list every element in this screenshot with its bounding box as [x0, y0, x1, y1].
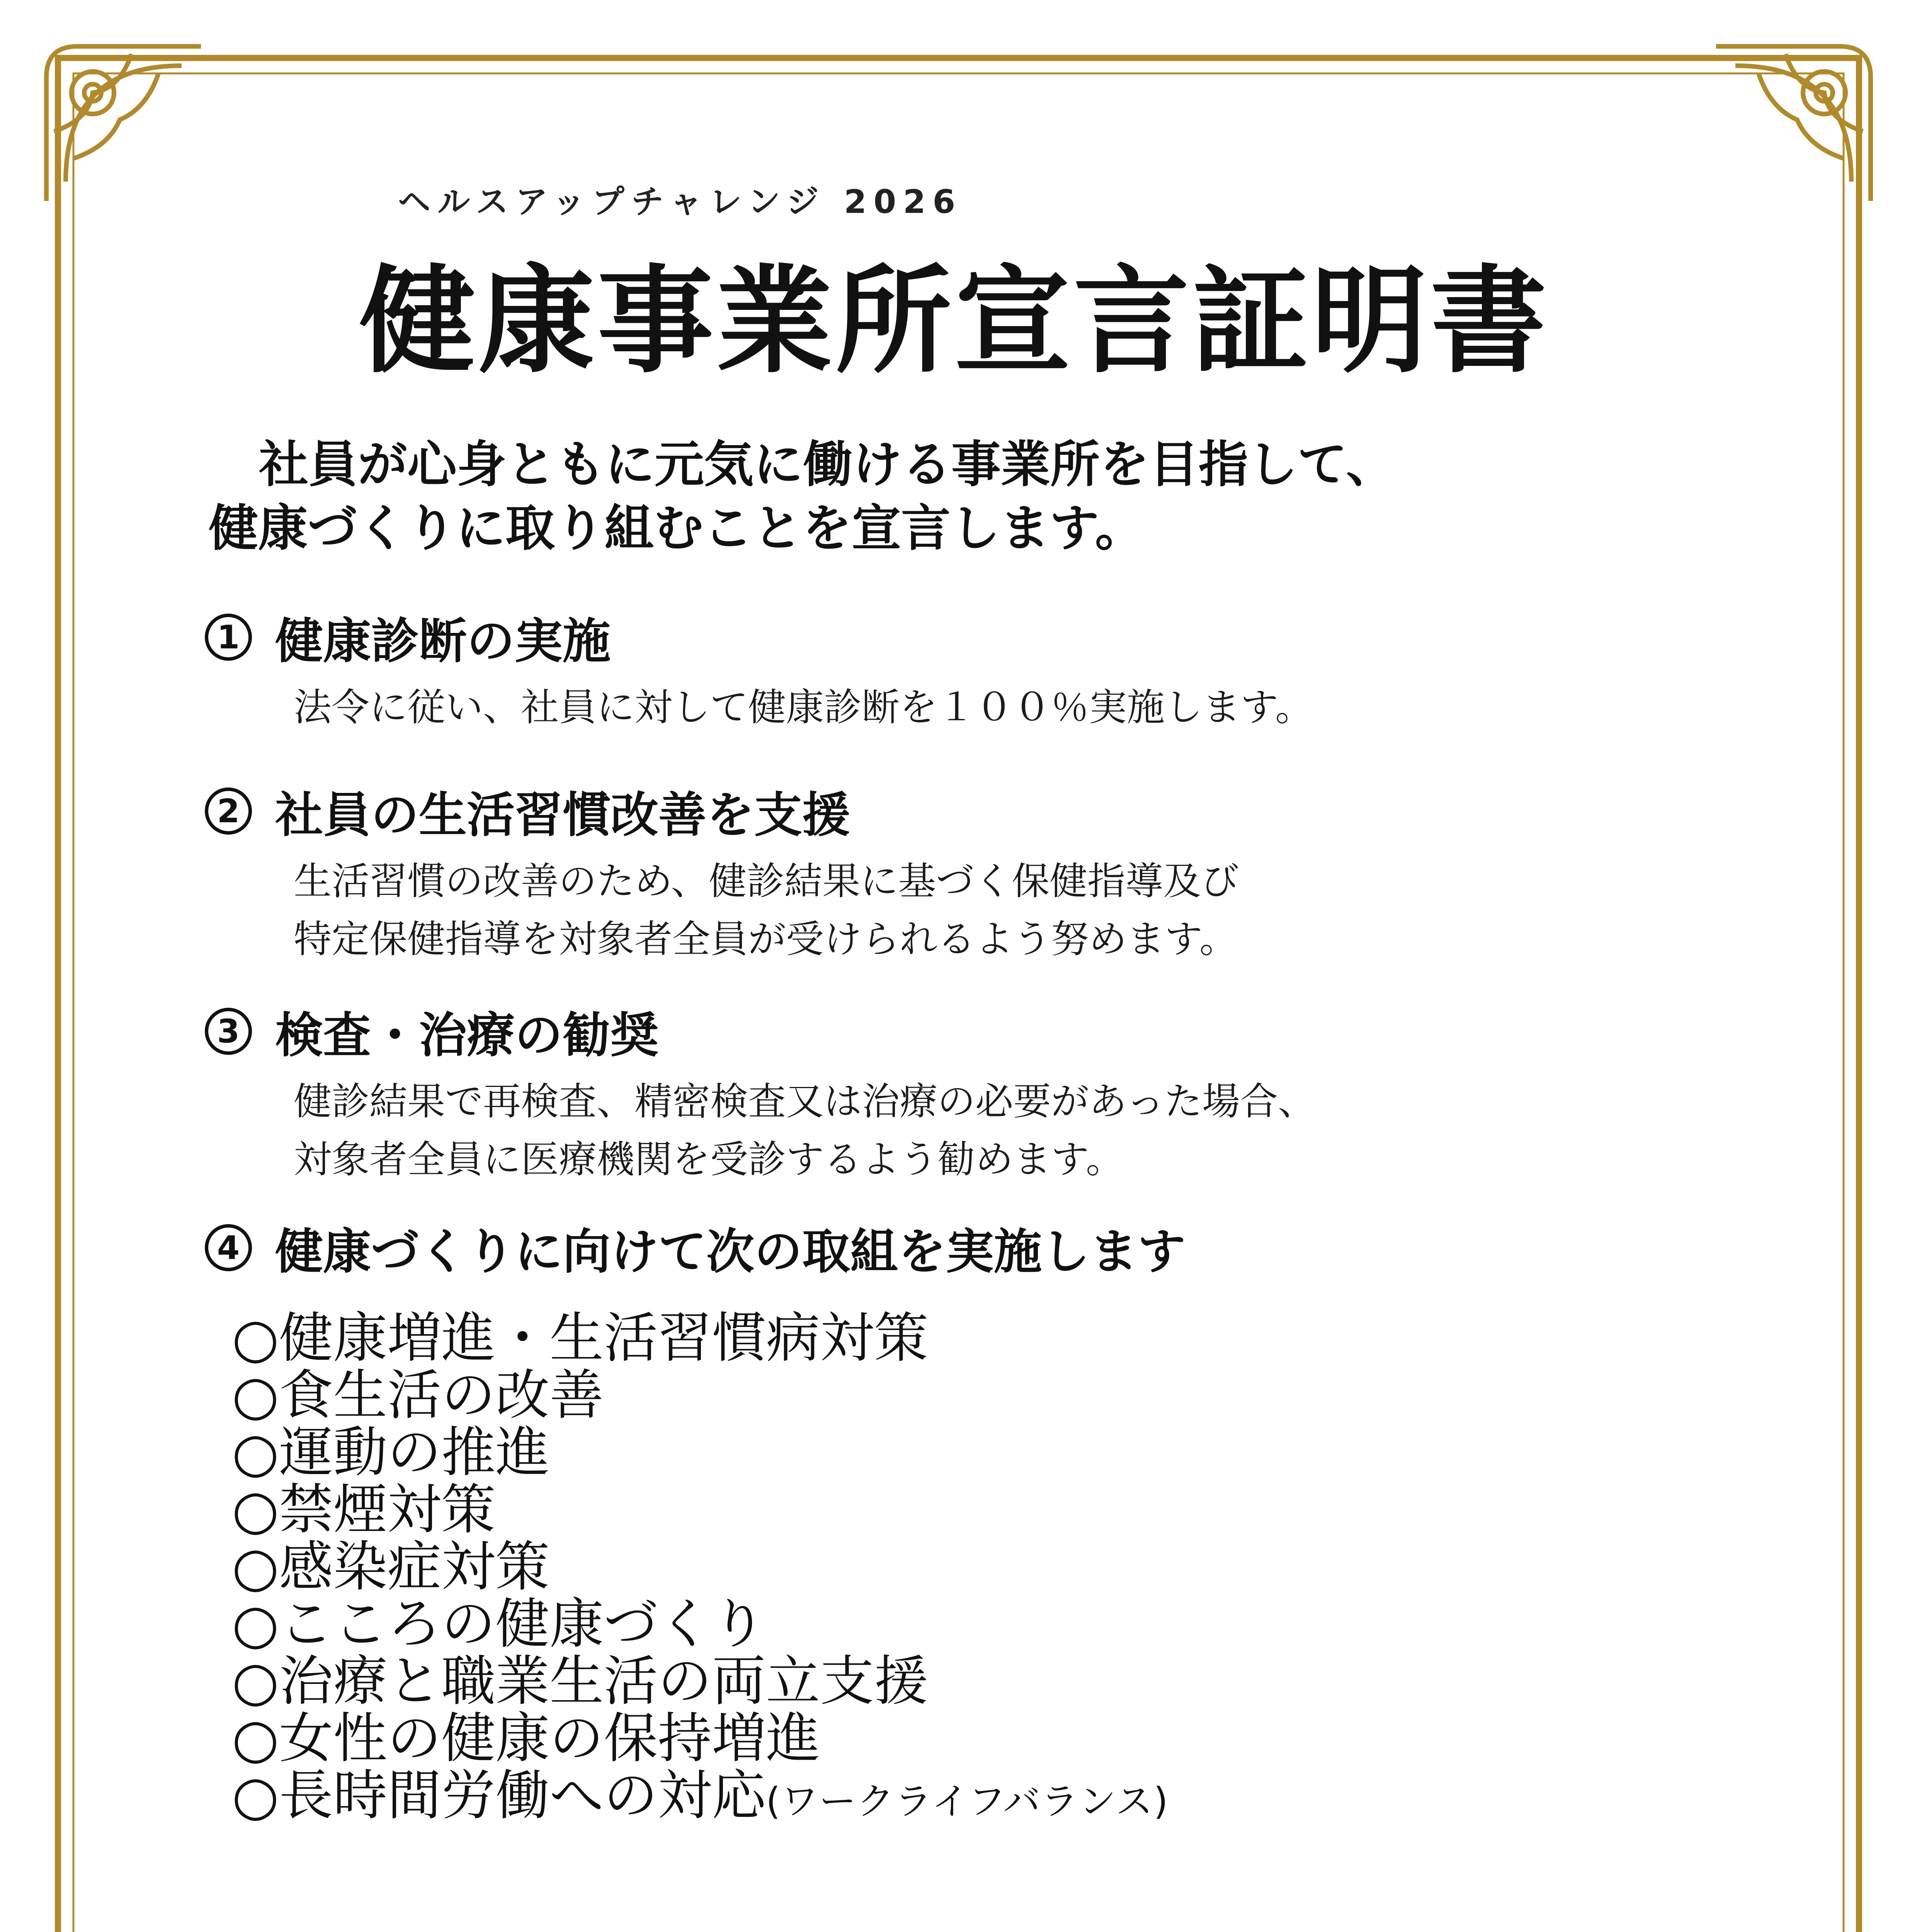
- section-title: 健康診断の実施: [275, 614, 611, 669]
- list-item: ○禁煙対策: [232, 1478, 496, 1541]
- intro-line-1: 社員が心身ともに元気に働ける事業所を目指して、: [259, 436, 1396, 493]
- list-item-text: ○長時間労働への対応: [232, 1764, 766, 1827]
- list-item-note: (ワークライフバランス): [766, 1780, 1169, 1823]
- list-item: ○女性の健康の保持増進: [232, 1707, 820, 1770]
- section-4: [205, 1213, 1712, 1282]
- section-1: [205, 603, 1712, 736]
- section-number: 3: [205, 1008, 252, 1055]
- section-number: 4: [205, 1224, 252, 1271]
- initiative-list: [232, 1307, 1169, 1830]
- section-body-line: 特定保健指導を対象者全員が受けられるよう努めます。: [294, 917, 1238, 961]
- list-item: [232, 1764, 1169, 1830]
- certificate-title: 健康事業所宣言証明書: [359, 252, 1550, 389]
- section-title: 社員の生活習慣改善を支援: [275, 787, 850, 843]
- program-subtitle: ヘルスアップチャレンジ 2026: [398, 183, 962, 221]
- list-item: ○運動の推進: [232, 1421, 550, 1484]
- section-title: 検査・治療の勧奨: [275, 1008, 659, 1063]
- section-body-line: 対象者全員に医療機関を受診するよう勧めます。: [294, 1138, 1124, 1182]
- section-body-line: 生活習慣の改善のため、健診結果に基づく保健指導及び: [294, 859, 1239, 903]
- list-item: ○こころの健康づくり: [232, 1593, 766, 1656]
- section-title: 健康づくりに向けて次の取組を実施します: [275, 1224, 1186, 1280]
- section-2: [205, 777, 1712, 968]
- section-body-line: 健診結果で再検査、精密検査又は治療の必要があった場合、: [294, 1080, 1316, 1124]
- intro-line-2: 健康づくりに取り組むことを宣言します。: [209, 500, 1145, 557]
- list-item: ○食生活の改善: [232, 1364, 604, 1427]
- section-number: 1: [205, 614, 252, 661]
- declaration-intro: [209, 433, 1716, 560]
- section-3: [205, 997, 1712, 1189]
- list-item: ○感染症対策: [232, 1536, 550, 1599]
- list-item: ○健康増進・生活習慣病対策: [232, 1307, 929, 1370]
- list-item: ○治療と職業生活の両立支援: [232, 1650, 929, 1713]
- section-number: 2: [205, 787, 252, 835]
- section-body-line: 法令に従い、社員に対して健康診断を１００％実施します。: [294, 685, 1313, 730]
